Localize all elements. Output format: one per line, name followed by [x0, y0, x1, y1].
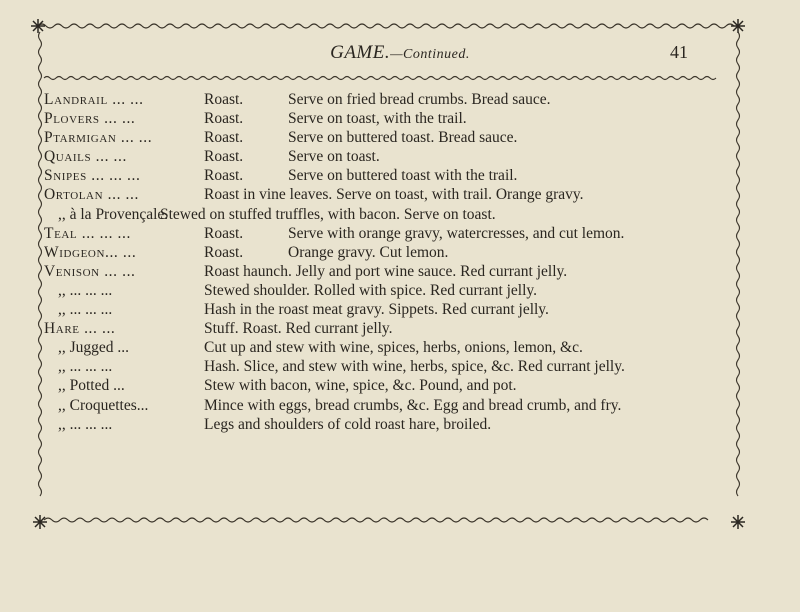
- star-ornament-icon: [731, 19, 745, 33]
- entry-method: Legs and shoulders of cold roast hare, broiled.: [204, 415, 492, 433]
- entry-row: [44, 415, 764, 434]
- entry-row: [44, 281, 764, 300]
- entry-method: Roast.: [204, 110, 244, 128]
- entry-description: Serve on toast, with the trail.: [288, 110, 467, 128]
- bottom-wavy-rule: [44, 518, 708, 522]
- entry-name: Hare ... ...: [44, 320, 116, 338]
- star-ornament-icon: [731, 515, 745, 529]
- entry-row: [44, 109, 764, 128]
- entry-name: Quails ... ...: [44, 148, 127, 166]
- entry-method: Roast.: [204, 167, 244, 185]
- entry-method: Stew with bacon, wine, spice, &c. Pound, and pot.: [204, 377, 517, 395]
- entry-name: Venison ... ...: [44, 262, 136, 280]
- entry-method: Hash. Slice, and stew with wine, herbs, spice, &c. Red currant jelly.: [204, 358, 625, 376]
- entry-row: [44, 300, 764, 319]
- entry-name: ,, Jugged ...: [58, 339, 130, 357]
- entry-row: [44, 396, 764, 415]
- entry-description: Serve on buttered toast. Bread sauce.: [288, 129, 518, 147]
- entry-name: Ptarmigan ... ...: [44, 129, 153, 147]
- entry-method: Stewed on stuffed truffles, with bacon. Serve on toast.: [160, 205, 496, 223]
- entry-method: Roast.: [204, 148, 244, 166]
- page-number: 41: [670, 42, 688, 62]
- entry-row: [44, 338, 764, 357]
- entry-method: Roast haunch. Jelly and port wine sauce. Red currant jelly.: [204, 262, 568, 280]
- entry-description: Serve on buttered toast with the trail.: [288, 167, 518, 185]
- entry-row: [44, 128, 764, 147]
- title-continued: —Continued.: [390, 47, 470, 62]
- entry-row: [44, 243, 764, 262]
- star-ornament-icon: [31, 19, 45, 33]
- entry-name: ,, à la Provençale.: [58, 205, 169, 223]
- entry-row: [44, 205, 764, 224]
- game-entries-list: [44, 90, 764, 434]
- entry-name: ,, ... ... ...: [58, 281, 113, 299]
- entry-row: [44, 90, 764, 109]
- entry-name: Teal ... ... ...: [44, 224, 131, 242]
- entry-method: Roast.: [204, 129, 244, 147]
- entry-name: Snipes ... ... ...: [44, 167, 141, 185]
- entry-name: Widgeon... ...: [44, 243, 137, 261]
- entry-row: [44, 357, 764, 376]
- entry-name: ,, ... ... ...: [58, 358, 113, 376]
- entry-description: Serve with orange gravy, watercresses, and cut lemon.: [288, 224, 625, 242]
- entry-row: [44, 147, 764, 166]
- entry-name: ,, ... ... ...: [58, 415, 113, 433]
- entry-name: Ortolan ... ...: [44, 186, 139, 204]
- entry-description: Serve on toast.: [288, 148, 380, 166]
- entry-name: ,, Croquettes...: [58, 396, 149, 414]
- mid-wavy-rule: [44, 77, 716, 80]
- entry-row: [44, 262, 764, 281]
- entry-method: Roast.: [204, 91, 244, 108]
- entry-method: Roast.: [204, 243, 244, 261]
- entry-row: [44, 319, 764, 338]
- entry-method: Stuff. Roast. Red currant jelly.: [204, 320, 393, 338]
- entry-method: Cut up and stew with wine, spices, herbs, onions, lemon, &c.: [204, 339, 583, 357]
- left-wavy-rule: [39, 32, 42, 496]
- entry-row: [44, 224, 764, 243]
- entry-method: Mince with eggs, bread crumbs, &c. Egg and bread crumb, and fry.: [204, 396, 622, 414]
- entry-method: Roast in vine leaves. Serve on toast, with trail. Orange gravy.: [204, 186, 584, 204]
- entry-row: [44, 166, 764, 185]
- entry-row: [44, 376, 764, 395]
- entry-name: Plovers ... ...: [44, 110, 136, 128]
- entry-name: ,, Potted ...: [58, 377, 125, 395]
- entry-description: Orange gravy. Cut lemon.: [288, 243, 449, 261]
- entry-method: Stewed shoulder. Rolled with spice. Red currant jelly.: [204, 281, 538, 299]
- entry-method: Roast.: [204, 224, 244, 242]
- entry-row: [44, 185, 764, 204]
- entry-description: Serve on fried bread crumbs. Bread sauce.: [288, 91, 551, 108]
- top-wavy-rule: [38, 24, 734, 28]
- star-ornament-icon: [33, 515, 47, 529]
- title-main: GAME.: [330, 42, 391, 63]
- entry-name: Landrail ... ...: [44, 91, 144, 108]
- entry-name: ,, ... ... ...: [58, 301, 113, 319]
- entry-method: Hash in the roast meat gravy. Sippets. Red currant jelly.: [204, 301, 549, 319]
- running-header: [0, 40, 800, 70]
